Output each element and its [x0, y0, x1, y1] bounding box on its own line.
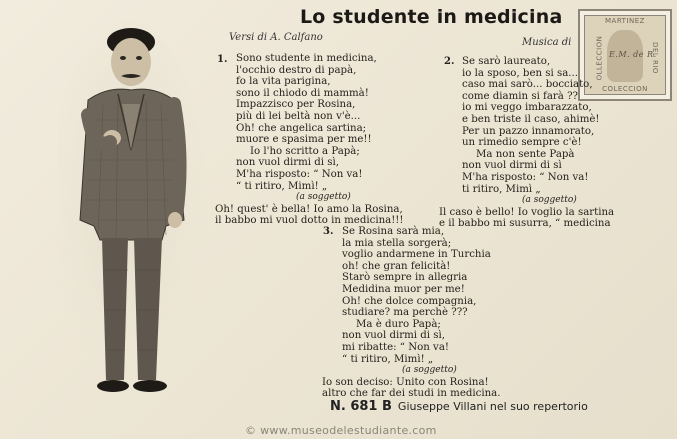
- verse-line: Io l'ho scritto a Papà;: [250, 145, 360, 157]
- stamp-right-text: DEL RIO: [651, 42, 660, 74]
- verse-line: Se sarò laureato,: [462, 56, 551, 67]
- verse-line: Medidina muor per me!: [342, 283, 465, 295]
- verse-line: il babbo mi vuol dotto in medicina!!!: [215, 215, 404, 227]
- verse-line: Ma non sente Papà: [476, 148, 575, 160]
- watermark-text: © www.museodelestudiante.com: [245, 424, 437, 437]
- verse-line: come diamin si farà ??: [462, 90, 579, 102]
- repertoire-text: Giuseppe Villani nel suo repertorio: [397, 400, 588, 413]
- verse-line: altro che far dei studi in medicina.: [322, 388, 501, 400]
- lyrics-credit: Versi di A. Calfano: [229, 32, 323, 43]
- verse-line: Sono studente in medicina,: [236, 53, 377, 64]
- verse-3-number: 3.: [323, 226, 334, 237]
- verse-line: M'ha risposto: “ Non va!: [236, 168, 363, 180]
- stamp-bottom-text: COLECCION: [602, 85, 648, 93]
- verse-line: la mia stella sorgerà;: [342, 237, 452, 249]
- verse-line: oh! che gran felicità!: [342, 260, 451, 272]
- verse-line: e ben triste il caso, ahimè!: [462, 113, 600, 125]
- verse-line: Io son deciso: Unito con Rosina!: [322, 376, 489, 388]
- card-number: N. 681 B: [330, 399, 392, 414]
- verse-line: sono il chiodo di mammà!: [236, 87, 369, 99]
- stamp-center-text: E.M. de R.: [609, 50, 657, 59]
- verse-line: caso mai sarò... bocciato,: [462, 79, 593, 91]
- verse-line: non vuol dirmi di sì,: [236, 157, 339, 169]
- stamp-left-text: OLLECCION: [595, 35, 604, 81]
- verse-line: Oh! che dolce compagnia,: [342, 295, 477, 307]
- verse-2-number: 2.: [444, 56, 455, 67]
- stamp-top-text: MARTINEZ: [605, 17, 645, 25]
- verse-line: e il babbo mi susurra, “ medicina: [439, 218, 611, 230]
- verse-line: l'occhio destro di papà,: [236, 64, 357, 76]
- song-title: Lo studente in medicina: [300, 6, 563, 28]
- verse-line: io mi veggo imbarazzato,: [462, 102, 592, 114]
- verse-line: Impazzisco per Rosina,: [236, 99, 356, 111]
- verse-line: Se Rosina sarà mia,: [342, 226, 445, 237]
- verse-line: un rimedio sempre c'è!: [462, 137, 582, 149]
- singer-portrait: [58, 20, 208, 410]
- verse-line: ti ritiro, Mimì „: [462, 183, 541, 195]
- verse-note: (a soggetto): [402, 365, 457, 376]
- verse-1-number: 1.: [217, 54, 228, 65]
- verse-note: (a soggetto): [296, 192, 351, 203]
- verse-1: [215, 53, 404, 227]
- verse-line: non vuol dirmi di sì,: [342, 330, 445, 342]
- verse-3: [322, 226, 501, 400]
- verse-line: mi ribatte: “ Non va!: [342, 341, 449, 353]
- verse-line: muore e spasima per me!!: [236, 134, 372, 146]
- verse-line: io la sposo, ben si sa...: [462, 67, 579, 79]
- verse-line: non vuol dirmi di sì: [462, 160, 562, 172]
- verse-line: Il caso è bello! Io voglio la sartina: [439, 206, 615, 218]
- verse-line: voglio andarmene in Turchia: [342, 249, 491, 261]
- verse-line: più di lei beltà non v'è...: [236, 110, 361, 122]
- verse-line: Ma è duro Papà;: [356, 318, 441, 330]
- verse-line: M'ha risposto: “ Non va!: [462, 171, 589, 183]
- verse-note: (a soggetto): [522, 195, 577, 206]
- verse-line: Oh! quest' è bella! Io amo la Rosina,: [215, 203, 403, 215]
- verse-line: Starò sempre in allegria: [342, 272, 468, 284]
- verse-2: [439, 56, 615, 230]
- verse-line: studiare? ma perchè ???: [342, 307, 468, 319]
- verse-line: Per un pazzo innamorato,: [462, 125, 595, 137]
- verse-line: “ ti ritiro, Mimì! „: [236, 180, 328, 192]
- verse-line: “ ti ritiro, Mimì! „: [342, 353, 434, 365]
- verse-line: Oh! che angelica sartina;: [236, 122, 367, 134]
- repertoire-line: [330, 399, 588, 414]
- music-credit: Musica di: [522, 37, 572, 48]
- verse-line: fo la vita parigina,: [236, 76, 331, 88]
